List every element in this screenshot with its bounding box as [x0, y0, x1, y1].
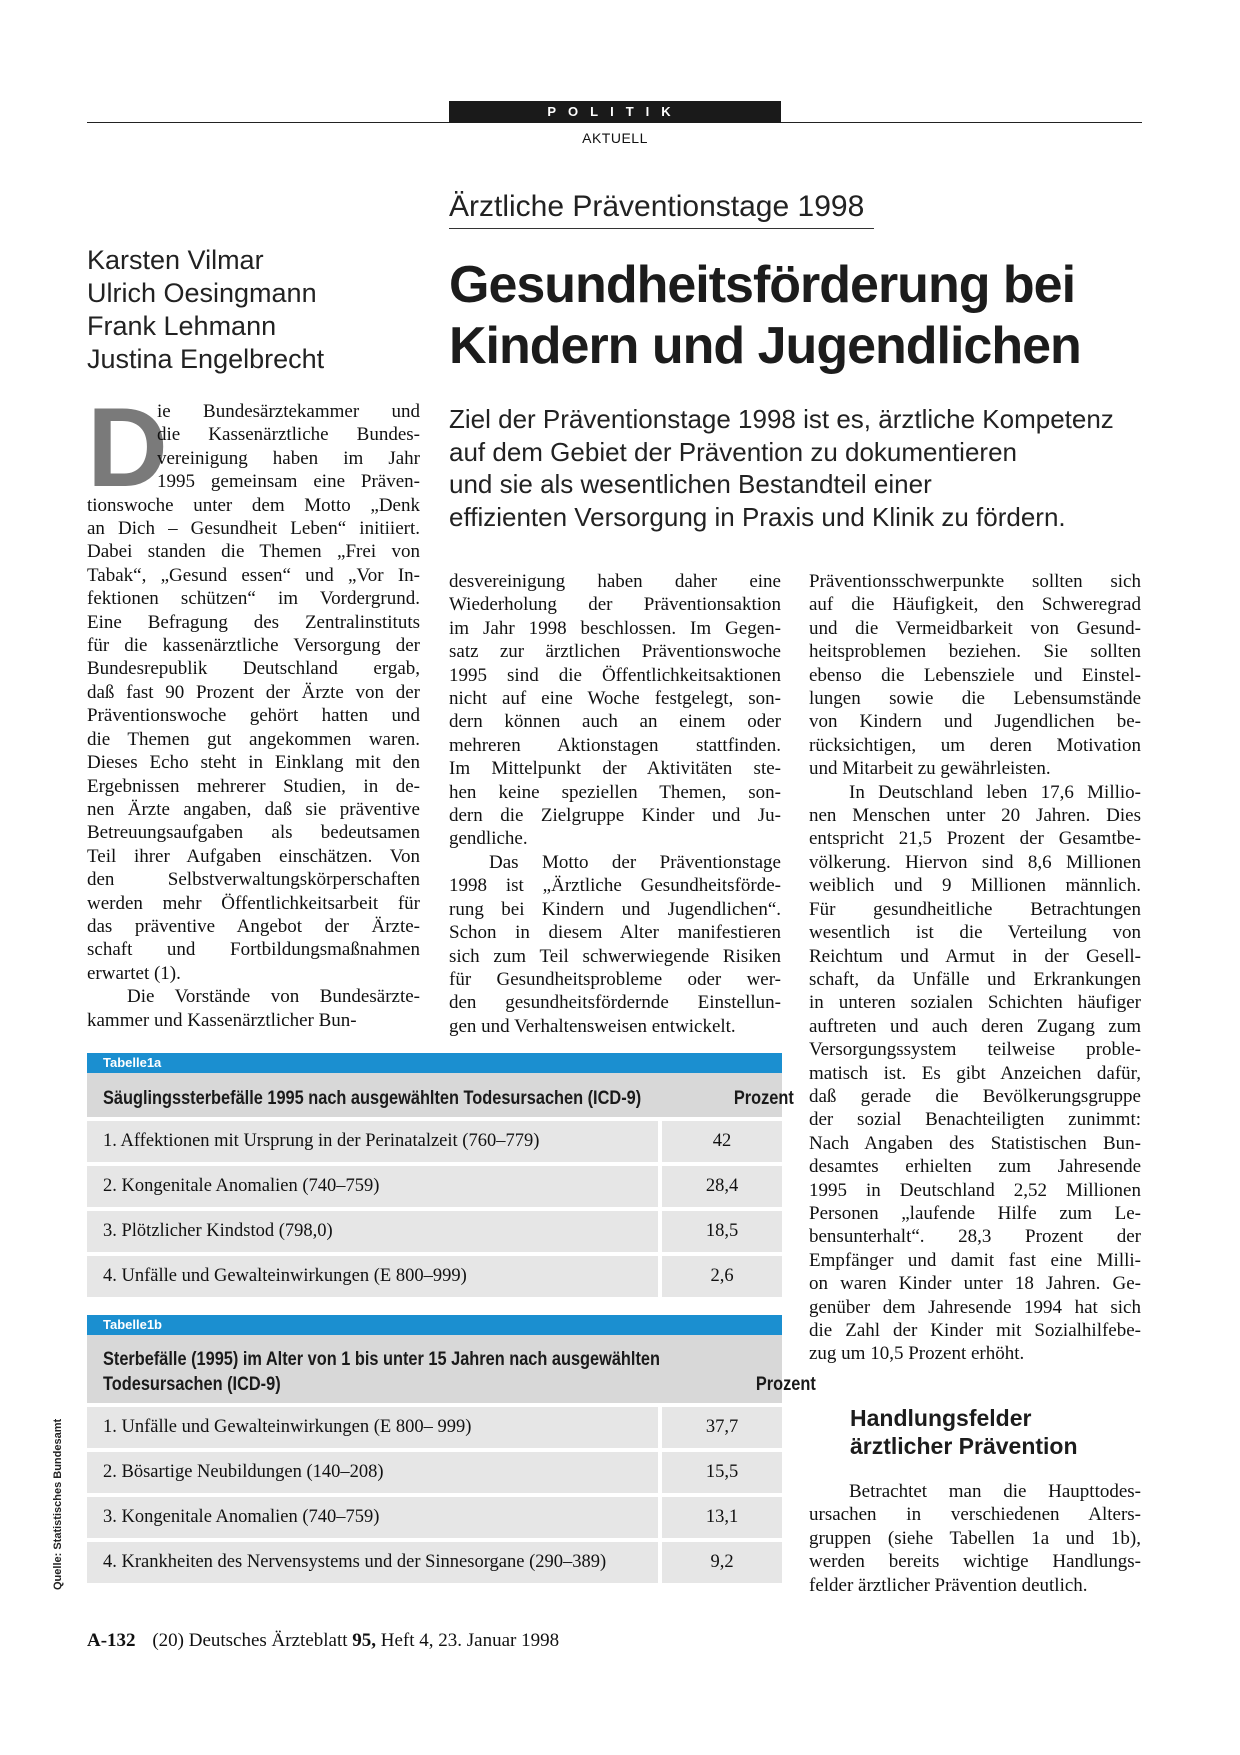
- table-1a: [87, 1053, 794, 1297]
- percent-cell: 37,7: [662, 1407, 782, 1448]
- author: Justina Engelbrecht: [87, 344, 325, 374]
- text-line: tionswoche unter dem Motto „Denk: [87, 494, 420, 516]
- cause-cell: 3. Kongenitale Anomalien (740–759): [87, 1497, 658, 1538]
- text-line: Für gesundheitliche Betrachtungen: [809, 898, 1141, 920]
- text-line: ebenso die Lebensziele und Einstel-: [809, 664, 1141, 686]
- text-line: die Zahl der Kinder mit Sozialhilfebe-: [809, 1320, 1141, 1341]
- table-label: Tabelle1b: [87, 1315, 782, 1335]
- text-line: desvereinigung haben daher eine: [449, 571, 781, 592]
- text-line: nen Ärzte angaben, daß sie präventive: [87, 798, 420, 820]
- percent-cell: 42: [662, 1121, 782, 1162]
- text-line: Wiederholung der Präventionsaktion: [449, 594, 781, 616]
- text-line: on waren Kinder unter 18 Jahren. Ge-: [809, 1273, 1141, 1295]
- table-row: [87, 1117, 782, 1162]
- text-line: felder ärztlicher Prävention deutlich.: [809, 1574, 1088, 1596]
- article-lead: [449, 403, 1149, 533]
- text-line: Präventionsschwerpunkte sollten sich: [809, 571, 1141, 592]
- text-line: Teil ihrer Aufgaben einschätzen. Von: [87, 845, 420, 867]
- table-header: [87, 1335, 816, 1403]
- cause-cell: 1. Unfälle und Gewalteinwirkungen (E 800– 999): [87, 1407, 658, 1448]
- table-row: [87, 1493, 782, 1538]
- text-line: schaft und Fortbildungsmaßnahmen: [87, 939, 420, 961]
- headline-line: Kindern und Jugendlichen: [449, 317, 1081, 375]
- text-line: auf die Häufigkeit, den Schweregrad: [809, 594, 1141, 616]
- table-title-line: Sterbefälle (1995) im Alter von 1 bis unter 15 Jahren nach ausgewählten: [103, 1349, 660, 1370]
- table-row: [87, 1252, 782, 1297]
- text-line: daß gerade die Bevölkerungsgruppe: [809, 1085, 1141, 1107]
- text-line: die Kassenärztliche Bundes-: [157, 424, 420, 446]
- body-column-3: [809, 570, 1141, 1366]
- footer-volume: 95,: [352, 1630, 377, 1651]
- text-line: werden mehr Öffentlichkeitsarbeit für: [87, 892, 420, 914]
- table-1b: [87, 1315, 816, 1583]
- subhead-line: ärztlicher Prävention: [850, 1433, 1078, 1459]
- table-title-line: Todesursachen (ICD-9): [103, 1374, 281, 1395]
- text-line: Schon in diesem Alter manifestieren: [449, 922, 781, 944]
- text-line: hen keine speziellen Themen, son-: [449, 781, 781, 803]
- text-line: Nach Angaben des Statistischen Bun-: [809, 1132, 1141, 1154]
- text-line: Betreuungsaufgaben als bedeutsamen: [87, 822, 420, 844]
- cause-cell: 1. Affektionen mit Ursprung in der Perinatalzeit (760–779): [87, 1121, 658, 1162]
- text-line: dern die Zielgruppe Kinder und Ju-: [449, 805, 781, 827]
- text-line: ie Bundesärztekammer und: [157, 401, 420, 422]
- article-headline: [449, 255, 1149, 377]
- text-line: dern können auch an einem oder: [449, 711, 781, 733]
- text-line: rung bei Kindern und Jugendlichen“.: [449, 898, 781, 920]
- text-line: Eine Befragung des Zentralinstituts: [87, 611, 420, 633]
- text-line: in unteren sozialen Schichten häufiger: [809, 992, 1141, 1014]
- text-line: nen Menschen unter 20 Jahren. Dies: [809, 805, 1141, 827]
- article-kicker: Ärztliche Präventionstage 1998: [449, 190, 874, 229]
- table-row: [87, 1162, 782, 1207]
- table-column-header: Prozent: [755, 1374, 816, 1395]
- text-line: 1995 sind die Öffentlichkeitsaktionen: [449, 664, 781, 686]
- percent-cell: 2,6: [662, 1256, 782, 1297]
- text-line: wesentlich ist die Verteilung von: [809, 922, 1141, 944]
- headline-line: Gesundheitsförderung bei: [449, 256, 1076, 314]
- text-line: 1995 in Deutschland 2,52 Millionen: [809, 1179, 1141, 1201]
- text-line: 1995 gemeinsam eine Präven-: [157, 471, 420, 493]
- text-line: an Dich – Gesundheit Leben“ initiiert.: [87, 518, 420, 540]
- text-line: für Gesundheitsprobleme oder wer-: [449, 968, 781, 990]
- text-line: matisch ist. Es gibt Anzeichen dafür,: [809, 1062, 1141, 1084]
- text-line: Bundesrepublik Deutschland ergab,: [87, 658, 420, 680]
- table-label: Tabelle1a: [87, 1053, 782, 1073]
- lead-line: auf dem Gebiet der Prävention zu dokumentieren: [449, 436, 1018, 467]
- footer-publication: (20) Deutsches Ärzteblatt: [152, 1630, 348, 1651]
- text-line: bensunterhalt“. 28,3 Prozent der: [809, 1226, 1141, 1248]
- text-line: kammer und Kassenärztlicher Bun-: [87, 1009, 357, 1031]
- body-column-1: [87, 385, 420, 1032]
- text-line: daß fast 90 Prozent der Ärzte von der: [87, 681, 420, 703]
- section-label: POLITIK: [449, 101, 781, 123]
- cause-cell: 2. Bösartige Neubildungen (140–208): [87, 1452, 658, 1493]
- cause-cell: 4. Unfälle und Gewalteinwirkungen (E 800–999): [87, 1256, 658, 1297]
- text-line: entspricht 21,5 Prozent der Gesamtbe-: [809, 828, 1141, 850]
- text-line: schaft, da Unfälle und Erkrankungen: [809, 968, 1141, 990]
- text-line: Reichtum und Armut in der Gesell-: [809, 945, 1141, 967]
- text-line: fektionen schützen“ im Vordergrund.: [87, 588, 420, 610]
- text-line: die Themen gut angekommen waren.: [87, 728, 420, 750]
- cause-cell: 3. Plötzlicher Kindstod (798,0): [87, 1211, 658, 1252]
- text-line: ursachen in verschiedenen Alters-: [809, 1504, 1141, 1526]
- table-column-header: Prozent: [733, 1088, 794, 1109]
- lead-line: und sie als wesentlichen Bestandteil einer: [449, 469, 932, 499]
- table-body: [87, 1403, 782, 1583]
- footer-issue: Heft 4, 23. Januar 1998: [380, 1630, 560, 1651]
- cause-cell: 2. Kongenitale Anomalien (740–759): [87, 1166, 658, 1207]
- body-column-4: [809, 1480, 1141, 1597]
- text-line: Im Mittelpunkt der Aktivitäten ste-: [449, 758, 781, 780]
- text-line: für die kassenärztliche Versorgung der: [87, 635, 420, 657]
- subsection-label: AKTUELL: [582, 130, 648, 146]
- table-row: [87, 1207, 782, 1252]
- text-line: der sozial Benachteiligten zunimmt:: [809, 1109, 1141, 1131]
- author: Ulrich Oesingmann: [87, 278, 317, 308]
- percent-cell: 28,4: [662, 1166, 782, 1207]
- text-line: und die Vermeidbarkeit von Gesund-: [809, 617, 1141, 639]
- text-line: erwartet (1).: [87, 962, 181, 984]
- text-line: vereinigung haben im Jahr: [157, 447, 420, 469]
- text-line: rücksichtigen, um deren Motivation: [809, 734, 1141, 756]
- text-line: lungen sowie die Lebensumstände: [809, 688, 1141, 710]
- table-title: [103, 1347, 660, 1397]
- page-footer: [87, 1630, 559, 1652]
- text-line: Die Vorstände von Bundesärzte-: [127, 986, 420, 1008]
- page-number: A-132: [87, 1630, 136, 1651]
- percent-cell: 9,2: [662, 1542, 782, 1583]
- text-line: nicht auf eine Woche festgelegt, son-: [449, 688, 781, 710]
- text-line: auftreten und auch deren Zugang zum: [809, 1015, 1141, 1037]
- text-line: Dabei standen die Themen „Frei von: [87, 541, 420, 563]
- text-line: sich zum Teil schwerwiegende Risiken: [449, 945, 781, 967]
- percent-cell: 18,5: [662, 1211, 782, 1252]
- table-body: [87, 1117, 782, 1297]
- text-line: heitsproblemen beziehen. Sie sollten: [809, 641, 1141, 663]
- text-line: Präventionswoche gehört hatten und: [87, 705, 420, 727]
- text-line: mehreren Aktionstagen stattfinden.: [449, 734, 781, 756]
- percent-cell: 15,5: [662, 1452, 782, 1493]
- text-line: gruppen (siehe Tabellen 1a und 1b),: [809, 1527, 1141, 1549]
- author-list: [87, 244, 387, 376]
- text-line: im Jahr 1998 beschlossen. Im Gegen-: [449, 617, 781, 639]
- source-note: Quelle: Statistisches Bundesamt: [52, 1418, 64, 1590]
- text-line: und Mitarbeit zu gewährleisten.: [809, 758, 1051, 780]
- text-line: das präventive Angebot der Ärzte-: [87, 915, 420, 937]
- table-row: [87, 1403, 782, 1448]
- text-line: gendliche.: [449, 828, 528, 850]
- text-line: zug um 10,5 Prozent erhöht.: [809, 1343, 1025, 1365]
- text-line: Personen „laufende Hilfe zum Le-: [809, 1202, 1141, 1224]
- text-line: 1998 ist „Ärztliche Gesundheitsförde-: [449, 875, 781, 897]
- text-line: den Selbstverwaltungskörperschaften: [87, 869, 420, 891]
- text-line: desamtes erhielten zum Jahresende: [809, 1156, 1141, 1178]
- text-line: In Deutschland leben 17,6 Millio-: [849, 781, 1141, 803]
- text-line: satz zur ärztlichen Präventionswoche: [449, 641, 781, 663]
- text-line: werden bereits wichtige Handlungs-: [809, 1551, 1141, 1573]
- section-subheading: [850, 1404, 1140, 1460]
- cause-cell: 4. Krankheiten des Nervensystems und der Sinnesorgane (290–389): [87, 1542, 658, 1583]
- text-line: genüber dem Jahresende 1994 hat sich: [809, 1296, 1141, 1318]
- table-row: [87, 1538, 782, 1583]
- text-line: Empfänger und damit fast eine Milli-: [809, 1249, 1141, 1271]
- text-line: Ergebnissen mehrerer Studien, in de-: [87, 775, 420, 797]
- text-line: von Kindern und Jugendlichen be-: [809, 711, 1141, 733]
- text-line: den gesundheitsfördernde Einstellun-: [449, 992, 781, 1014]
- percent-cell: 13,1: [662, 1497, 782, 1538]
- text-line: Tabak“, „Gesund essen“ und „Vor In-: [87, 564, 420, 586]
- body-column-2: [449, 570, 781, 1038]
- table-row: [87, 1448, 782, 1493]
- text-line: Versorgungssystem teilweise proble-: [809, 1039, 1141, 1061]
- drop-cap: D: [87, 385, 168, 510]
- text-line: gen und Verhaltensweisen entwickelt.: [449, 1015, 736, 1037]
- subhead-line: Handlungsfelder: [850, 1405, 1032, 1431]
- text-line: Das Motto der Präventionstage: [489, 851, 781, 873]
- author: Karsten Vilmar: [87, 245, 264, 275]
- lead-line: effizienten Versorgung in Praxis und Klinik zu fördern.: [449, 501, 1066, 532]
- text-line: weiblich und 9 Millionen männlich.: [809, 875, 1141, 897]
- table-header: [87, 1073, 794, 1117]
- lead-line: Ziel der Präventionstage 1998 ist es, ärztliche Kompetenz: [449, 404, 1114, 434]
- table-title: Säuglingssterbefälle 1995 nach ausgewählten Todesursachen (ICD-9): [103, 1088, 642, 1109]
- author: Frank Lehmann: [87, 311, 277, 341]
- text-line: völkerung. Hiervon sind 8,6 Millionen: [809, 851, 1141, 873]
- text-line: Dieses Echo steht in Einklang mit den: [87, 752, 420, 774]
- text-line: Betrachtet man die Haupttodes-: [849, 1481, 1141, 1502]
